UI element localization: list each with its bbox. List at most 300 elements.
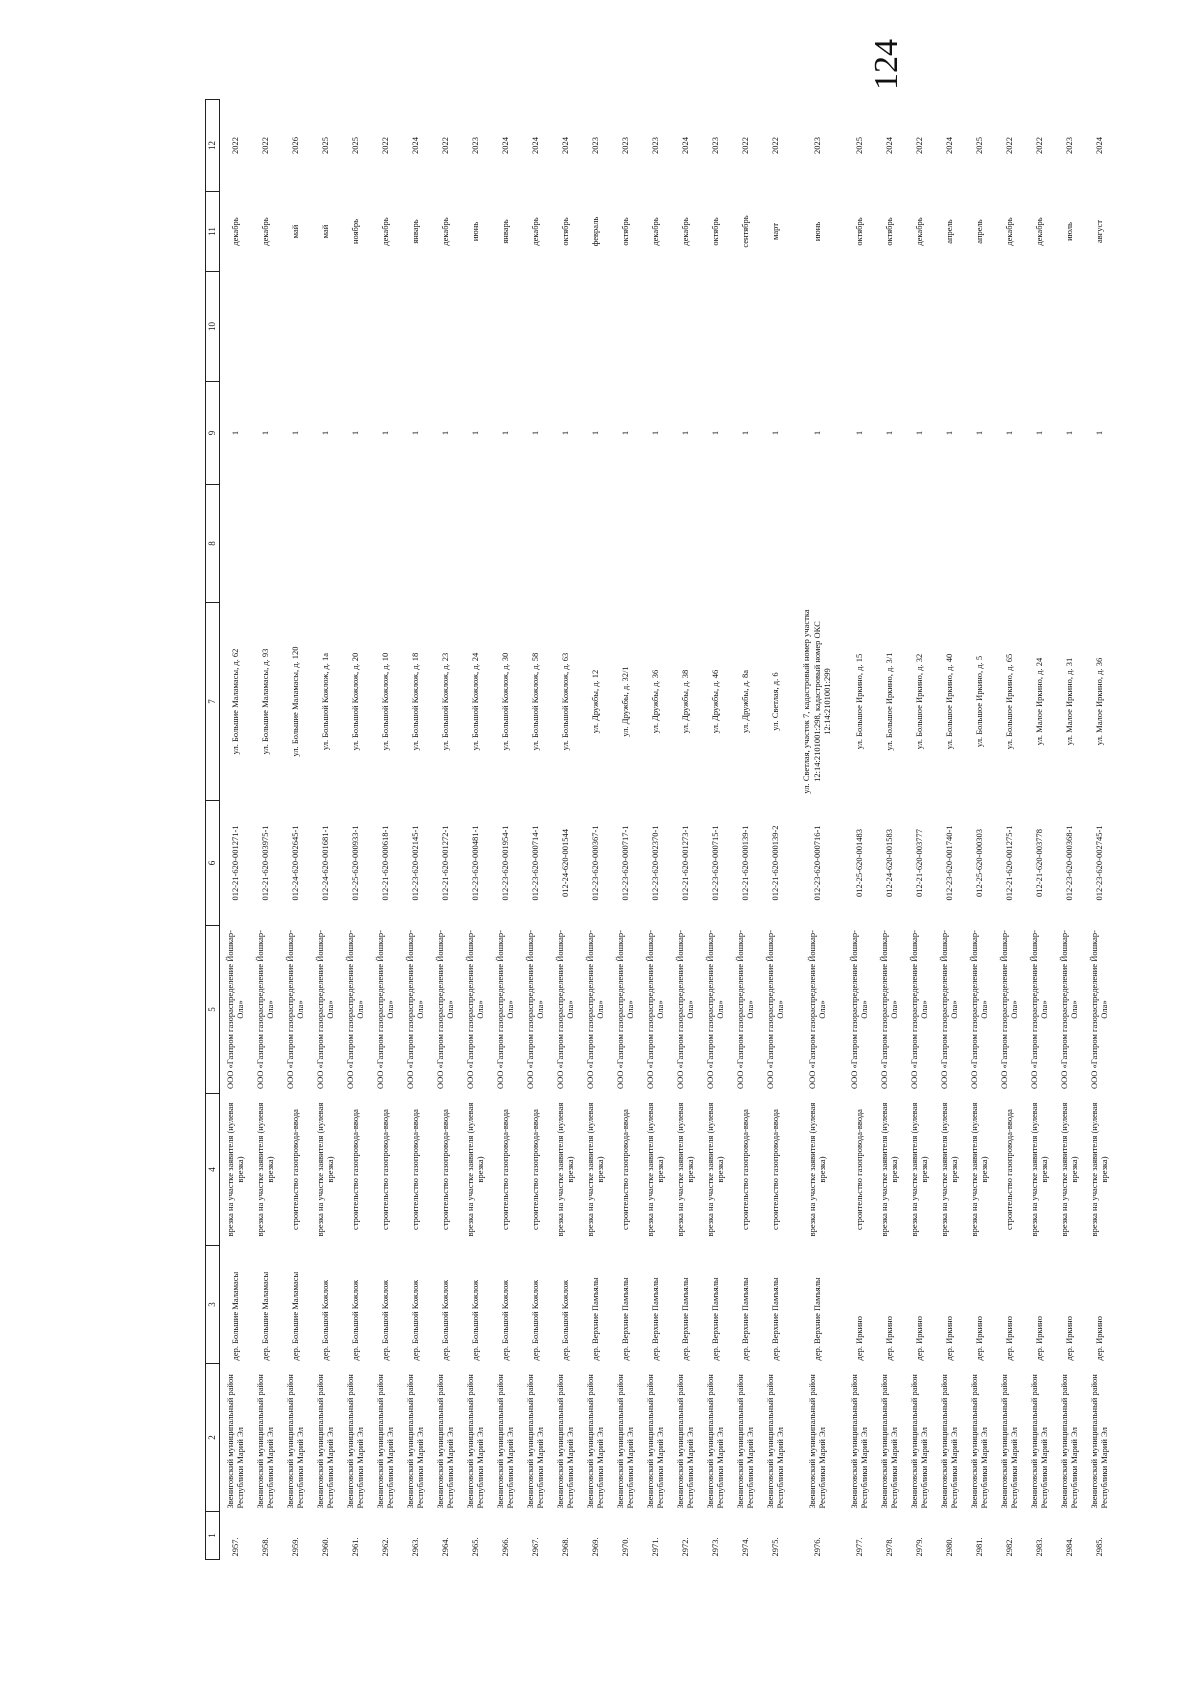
registration-number-cell: 012-21-620-001273-1	[679, 825, 690, 901]
locality-cell: дер. Иркино	[853, 1316, 864, 1361]
quantity-cell: 1	[409, 430, 420, 436]
registration-number-cell: 012-25-620-001483	[853, 829, 864, 897]
month-cell: декабрь	[439, 217, 450, 246]
registration-number-cell: 012-24-620-001583	[883, 829, 894, 897]
work-type-cell: врезка на участке заявителя (нулевая врезка)	[554, 1102, 575, 1237]
quantity-cell: 1	[943, 430, 954, 436]
col-10-cell	[1024, 272, 1054, 382]
organization-cell: ООО «Газпром газораспределение Йошкар-Ола»	[524, 930, 545, 1089]
month-cell: май	[289, 224, 300, 239]
district-cell: Звениговский муниципальный район Республики Марий Эл	[878, 1374, 899, 1509]
row-number: 2977.	[853, 1537, 864, 1557]
year-cell: 2024	[1093, 137, 1104, 154]
quantity-cell: 1	[1033, 430, 1044, 436]
month-cell: декабрь	[649, 217, 660, 246]
month-cell: декабрь	[229, 217, 240, 246]
district-cell: Звениговский муниципальный район Республики Марий Эл	[494, 1374, 515, 1509]
quantity-cell: 1	[469, 430, 480, 436]
organization-cell: ООО «Газпром газораспределение Йошкар-Ола»	[878, 930, 899, 1089]
table-row	[760, 100, 790, 1560]
work-type-cell: строительство газопровода-ввода	[439, 1109, 450, 1230]
registration-number-cell: 012-21-620-001275-1	[1003, 825, 1014, 901]
col-10-cell	[280, 272, 310, 382]
address-cell: ул. Большие Маламасы, д. 120	[289, 646, 300, 757]
year-cell: 2022	[739, 137, 750, 154]
address-cell: ул. Большой Кожлож, д. 23	[439, 652, 450, 751]
registration-number-cell: 012-23-620-000715-1	[709, 825, 720, 901]
registration-number-cell: 012-21-620-003778	[1033, 829, 1044, 897]
month-cell: май	[319, 224, 330, 239]
work-type-cell: врезка на участке заявителя (нулевая врезка)	[584, 1102, 605, 1237]
quantity-cell: 1	[349, 430, 360, 436]
address-cell: ул. Дружбы, д. 46	[709, 669, 720, 734]
col-8-cell	[700, 485, 730, 603]
locality-cell: дер. Верхние Памъялы	[589, 1277, 600, 1361]
row-number: 2968.	[559, 1537, 570, 1557]
col-8-cell	[790, 485, 844, 603]
col-10-cell	[1054, 272, 1084, 382]
row-number: 2969.	[589, 1537, 600, 1557]
address-cell: ул. Дружбы, д. 36	[649, 669, 660, 734]
locality-cell: дер. Большой Кожлож	[319, 1279, 330, 1361]
registration-number-cell: 012-23-620-001740-1	[943, 825, 954, 901]
table-row	[340, 100, 370, 1560]
work-type-cell: строительство газопровода-ввода	[739, 1109, 750, 1230]
year-cell: 2024	[943, 137, 954, 154]
organization-cell: ООО «Газпром газораспределение Йошкар-Ола»	[314, 930, 335, 1089]
col-10-cell	[310, 272, 340, 382]
col-10-cell	[550, 272, 580, 382]
address-cell: ул. Большое Иркино, д. 32	[913, 653, 924, 750]
address-cell: ул. Большое Иркино, д. 65	[1003, 653, 1014, 750]
locality-cell: дер. Иркино	[1003, 1316, 1014, 1361]
col-8-cell	[550, 485, 580, 603]
col-8-cell	[934, 485, 964, 603]
table-row	[640, 100, 670, 1560]
col-10-cell	[760, 272, 790, 382]
address-cell: ул. Большое Иркино, д. 3/1	[883, 652, 894, 751]
col-8-cell	[580, 485, 610, 603]
registration-number-cell: 012-23-620-002370-1	[649, 825, 660, 901]
registration-number-cell: 012-23-620-000714-1	[529, 825, 540, 901]
row-number: 2958.	[259, 1537, 270, 1557]
work-type-cell: строительство газопровода-ввода	[379, 1109, 390, 1230]
district-cell: Звениговский муниципальный район Республики Марий Эл	[1028, 1374, 1049, 1509]
table-row	[904, 100, 934, 1560]
organization-cell: ООО «Газпром газораспределение Йошкар-Ола»	[806, 930, 827, 1089]
organization-cell: ООО «Газпром газораспределение Йошкар-Ола»	[848, 930, 869, 1089]
organization-cell: ООО «Газпром газораспределение Йошкар-Ола»	[254, 930, 275, 1089]
year-cell: 2022	[1003, 137, 1014, 154]
quantity-cell: 1	[289, 430, 300, 436]
address-cell: ул. Большой Кожлож, д. 58	[529, 652, 540, 751]
registration-number-cell: 012-24-620-002645-1	[289, 825, 300, 901]
quantity-cell: 1	[379, 430, 390, 436]
table-body	[220, 100, 1115, 1560]
locality-cell: дер. Иркино	[943, 1316, 954, 1361]
month-cell: декабрь	[379, 217, 390, 246]
address-cell: ул. Малое Иркино, д. 36	[1093, 657, 1104, 746]
work-type-cell: строительство газопровода-ввода	[769, 1109, 780, 1230]
registration-number-cell: 012-21-620-001272-1	[439, 825, 450, 901]
month-cell: август	[1093, 220, 1104, 244]
month-cell: июнь	[811, 221, 822, 242]
col-10-cell	[730, 272, 760, 382]
work-type-cell: врезка на участке заявителя (нулевая врезка)	[968, 1102, 989, 1237]
quantity-cell: 1	[499, 430, 510, 436]
table-row	[610, 100, 640, 1560]
col-8-cell	[250, 485, 280, 603]
work-type-cell: врезка на участке заявителя (нулевая врезка)	[878, 1102, 899, 1237]
col-10-cell	[700, 272, 730, 382]
address-cell: ул. Большое Иркино, д. 5	[973, 655, 984, 748]
row-number: 2961.	[349, 1537, 360, 1557]
address-cell: ул. Светлая, участок 7, кадастровый номер участка 12:14:2101001:298, кадастровый номер ОКС 12:14:2101001:299	[801, 609, 833, 794]
table-row	[964, 100, 994, 1560]
year-cell: 2024	[679, 137, 690, 154]
registration-number-cell: 012-23-620-000367-1	[589, 825, 600, 901]
locality-cell: дер. Большой Кожлож	[499, 1279, 510, 1361]
district-cell: Звениговский муниципальный район Республики Марий Эл	[284, 1374, 305, 1509]
locality-cell: дер. Верхние Памъялы	[811, 1277, 822, 1361]
column-header-7: 7	[206, 603, 220, 801]
month-cell: апрель	[973, 219, 984, 244]
table-row	[844, 100, 874, 1560]
col-8-cell	[670, 485, 700, 603]
column-header-1: 1	[206, 1512, 220, 1560]
row-number: 2967.	[529, 1537, 540, 1557]
organization-cell: ООО «Газпром газораспределение Йошкар-Ола»	[224, 930, 245, 1089]
work-type-cell: врезка на участке заявителя (нулевая врезка)	[674, 1102, 695, 1237]
col-10-cell	[844, 272, 874, 382]
organization-cell: ООО «Газпром газораспределение Йошкар-Ола»	[1028, 930, 1049, 1089]
month-cell: июль	[1063, 222, 1074, 241]
row-number: 2976.	[811, 1537, 822, 1557]
work-type-cell: строительство газопровода-ввода	[289, 1109, 300, 1230]
quantity-cell: 1	[709, 430, 720, 436]
work-type-cell: врезка на участке заявителя (нулевая врезка)	[704, 1102, 725, 1237]
month-cell: октябрь	[619, 217, 630, 246]
organization-cell: ООО «Газпром газораспределение Йошкар-Ола»	[434, 930, 455, 1089]
locality-cell: дер. Верхние Памъялы	[709, 1277, 720, 1361]
col-8-cell	[874, 485, 904, 603]
locality-cell: дер. Большой Кожлож	[439, 1279, 450, 1361]
registration-number-cell: 012-23-620-000481-1	[469, 825, 480, 901]
organization-cell: ООО «Газпром газораспределение Йошкар-Ола»	[284, 930, 305, 1089]
district-cell: Звениговский муниципальный район Республики Марий Эл	[344, 1374, 365, 1509]
year-cell: 2026	[289, 137, 300, 154]
year-cell: 2022	[259, 137, 270, 154]
district-cell: Звениговский муниципальный район Республики Марий Эл	[224, 1374, 245, 1509]
address-cell: ул. Большое Иркино, д. 15	[853, 653, 864, 750]
table-row	[220, 100, 251, 1560]
quantity-cell: 1	[679, 430, 690, 436]
column-header-5: 5	[206, 926, 220, 1094]
table-row	[874, 100, 904, 1560]
month-cell: декабрь	[679, 217, 690, 246]
table-row	[400, 100, 430, 1560]
col-8-cell	[994, 485, 1024, 603]
address-cell: ул. Большой Кожлож, д. 18	[409, 652, 420, 751]
quantity-cell: 1	[559, 430, 570, 436]
quantity-cell: 1	[529, 430, 540, 436]
district-cell: Звениговский муниципальный район Республики Марий Эл	[704, 1374, 725, 1509]
year-cell: 2023	[1063, 137, 1074, 154]
district-cell: Звениговский муниципальный район Республики Марий Эл	[1088, 1374, 1109, 1509]
registration-number-cell: 012-23-620-000716-1	[811, 825, 822, 901]
district-cell: Звениговский муниципальный район Республики Марий Эл	[938, 1374, 959, 1509]
quantity-cell: 1	[619, 430, 630, 436]
col-10-cell	[460, 272, 490, 382]
col-10-cell	[250, 272, 280, 382]
row-number: 2982.	[1003, 1537, 1014, 1557]
quantity-cell: 1	[883, 430, 894, 436]
locality-cell: дер. Верхние Памъялы	[769, 1277, 780, 1361]
locality-cell: дер. Иркино	[1093, 1316, 1104, 1361]
registration-number-cell: 012-21-620-001271-1	[229, 825, 240, 901]
year-cell: 2024	[409, 137, 420, 154]
address-cell: ул. Малое Иркино, д. 31	[1063, 657, 1074, 746]
district-cell: Звениговский муниципальный район Республики Марий Эл	[806, 1374, 827, 1509]
row-number: 2983.	[1033, 1537, 1044, 1557]
col-8-cell	[730, 485, 760, 603]
registry-table	[205, 99, 1114, 1560]
organization-cell: ООО «Газпром газораспределение Йошкар-Ола»	[554, 930, 575, 1089]
district-cell: Звениговский муниципальный район Республики Марий Эл	[998, 1374, 1019, 1509]
row-number: 2970.	[619, 1537, 630, 1557]
address-cell: ул. Большой Кожлож, д. 1а	[319, 652, 330, 751]
registration-number-cell: 012-21-620-003975-1	[259, 825, 270, 901]
year-cell: 2025	[349, 137, 360, 154]
registration-number-cell: 012-21-620-003777	[913, 829, 924, 897]
work-type-cell: строительство газопровода-ввода	[529, 1109, 540, 1230]
year-cell: 2025	[853, 137, 864, 154]
column-header-4: 4	[206, 1094, 220, 1246]
organization-cell: ООО «Газпром газораспределение Йошкар-Ола»	[968, 930, 989, 1089]
month-cell: декабрь	[913, 217, 924, 246]
quantity-cell: 1	[913, 430, 924, 436]
col-10-cell	[520, 272, 550, 382]
month-cell: октябрь	[853, 217, 864, 246]
year-cell: 2025	[973, 137, 984, 154]
column-header-3: 3	[206, 1246, 220, 1364]
work-type-cell: врезка на участке заявителя (нулевая врезка)	[1028, 1102, 1049, 1237]
page-number: 124	[868, 39, 905, 90]
col-10-cell	[934, 272, 964, 382]
locality-cell: дер. Верхние Памъялы	[739, 1277, 750, 1361]
quantity-cell: 1	[1063, 430, 1074, 436]
month-cell: январь	[409, 219, 420, 244]
quantity-cell: 1	[739, 430, 750, 436]
month-cell: октябрь	[559, 217, 570, 246]
table-row	[280, 100, 310, 1560]
organization-cell: ООО «Газпром газораспределение Йошкар-Ола»	[584, 930, 605, 1089]
table-row	[1024, 100, 1054, 1560]
organization-cell: ООО «Газпром газораспределение Йошкар-Ола»	[908, 930, 929, 1089]
column-header-6: 6	[206, 801, 220, 926]
district-cell: Звениговский муниципальный район Республики Марий Эл	[848, 1374, 869, 1509]
registration-number-cell: 012-25-620-000303	[973, 829, 984, 897]
district-cell: Звениговский муниципальный район Республики Марий Эл	[434, 1374, 455, 1509]
year-cell: 2025	[319, 137, 330, 154]
row-number: 2966.	[499, 1537, 510, 1557]
district-cell: Звениговский муниципальный район Республики Марий Эл	[908, 1374, 929, 1509]
col-8-cell	[280, 485, 310, 603]
col-8-cell	[1024, 485, 1054, 603]
month-cell: март	[769, 223, 780, 240]
table-row	[934, 100, 964, 1560]
quantity-cell: 1	[259, 430, 270, 436]
year-cell: 2023	[649, 137, 660, 154]
organization-cell: ООО «Газпром газораспределение Йошкар-Ола»	[494, 930, 515, 1089]
quantity-cell: 1	[973, 430, 984, 436]
year-cell: 2023	[709, 137, 720, 154]
table-row	[460, 100, 490, 1560]
locality-cell: дер. Большой Кожлож	[529, 1279, 540, 1361]
district-cell: Звениговский муниципальный район Республики Марий Эл	[524, 1374, 545, 1509]
column-header-8: 8	[206, 485, 220, 603]
locality-cell: дер. Большие Маламасы	[289, 1271, 300, 1361]
address-cell: ул. Большой Кожлож, д. 20	[349, 652, 360, 751]
registration-number-cell: 012-24-620-001681-1	[319, 825, 330, 901]
table-row	[250, 100, 280, 1560]
locality-cell: дер. Большой Кожлож	[349, 1279, 360, 1361]
table-row	[520, 100, 550, 1560]
organization-cell: ООО «Газпром газораспределение Йошкар-Ола»	[374, 930, 395, 1089]
table-row	[430, 100, 460, 1560]
month-cell: апрель	[943, 219, 954, 244]
locality-cell: дер. Большие Маламасы	[259, 1271, 270, 1361]
locality-cell: дер. Большой Кожлож	[469, 1279, 480, 1361]
organization-cell: ООО «Газпром газораспределение Йошкар-Ола»	[764, 930, 785, 1089]
address-cell: ул. Большой Кожлож, д. 30	[499, 652, 510, 751]
address-cell: ул. Большое Иркино, д. 40	[943, 653, 954, 750]
work-type-cell: строительство газопровода-ввода	[409, 1109, 420, 1230]
registration-number-cell: 012-23-620-000368-1	[1063, 825, 1074, 901]
registration-number-cell: 012-21-620-000139-2	[769, 825, 780, 901]
col-10-cell	[430, 272, 460, 382]
registration-number-cell: 012-23-620-000717-1	[619, 825, 630, 901]
year-cell: 2023	[619, 137, 630, 154]
month-cell: декабрь	[1003, 217, 1014, 246]
locality-cell: дер. Верхние Памъялы	[679, 1277, 690, 1361]
year-cell: 2022	[913, 137, 924, 154]
organization-cell: ООО «Газпром газораспределение Йошкар-Ола»	[404, 930, 425, 1089]
year-cell: 2022	[229, 137, 240, 154]
address-cell: ул. Дружбы, д. 32/1	[619, 666, 630, 737]
address-cell: ул. Дружбы, д. 12	[589, 669, 600, 734]
table-row	[1084, 100, 1114, 1560]
col-8-cell	[400, 485, 430, 603]
quantity-cell: 1	[319, 430, 330, 436]
work-type-cell: врезка на участке заявителя (нулевая врезка)	[464, 1102, 485, 1237]
row-number: 2960.	[319, 1537, 330, 1557]
col-8-cell	[904, 485, 934, 603]
locality-cell: дер. Иркино	[1033, 1316, 1044, 1361]
year-cell: 2024	[499, 137, 510, 154]
table-row	[370, 100, 400, 1560]
organization-cell: ООО «Газпром газораспределение Йошкар-Ола»	[1088, 930, 1109, 1089]
quantity-cell: 1	[649, 430, 660, 436]
quantity-cell: 1	[769, 430, 780, 436]
address-cell: ул. Большие Маламасы, д. 93	[259, 648, 270, 755]
work-type-cell: строительство газопровода-ввода	[619, 1109, 630, 1230]
locality-cell: дер. Большой Кожлож	[409, 1279, 420, 1361]
organization-cell: ООО «Газпром газораспределение Йошкар-Ола»	[614, 930, 635, 1089]
locality-cell: дер. Иркино	[913, 1316, 924, 1361]
row-number: 2964.	[439, 1537, 450, 1557]
row-number: 2962.	[379, 1537, 390, 1557]
organization-cell: ООО «Газпром газораспределение Йошкар-Ола»	[464, 930, 485, 1089]
row-number: 2974.	[739, 1537, 750, 1557]
district-cell: Звениговский муниципальный район Республики Марий Эл	[734, 1374, 755, 1509]
quantity-cell: 1	[229, 430, 240, 436]
col-8-cell	[220, 485, 251, 603]
address-cell: ул. Малое Иркино, д. 24	[1033, 657, 1044, 746]
col-8-cell	[640, 485, 670, 603]
year-cell: 2023	[589, 137, 600, 154]
col-8-cell	[370, 485, 400, 603]
registration-number-cell: 012-23-620-001954-1	[499, 825, 510, 901]
table-row	[490, 100, 520, 1560]
table-row	[730, 100, 760, 1560]
rotated-table-wrapper	[205, 100, 1120, 1560]
table-row	[580, 100, 610, 1560]
col-10-cell	[220, 272, 251, 382]
year-cell: 2022	[439, 137, 450, 154]
registration-number-cell: 012-24-620-001544	[559, 829, 570, 897]
row-number: 2981.	[973, 1537, 984, 1557]
year-cell: 2022	[379, 137, 390, 154]
registration-number-cell: 012-23-620-002145-1	[409, 825, 420, 901]
column-header-11: 11	[206, 192, 220, 272]
row-number: 2972.	[679, 1537, 690, 1557]
year-cell: 2023	[811, 137, 822, 154]
month-cell: сентябрь	[739, 215, 750, 248]
col-8-cell	[430, 485, 460, 603]
col-10-cell	[640, 272, 670, 382]
address-cell: ул. Большой Кожлож, д. 24	[469, 652, 480, 751]
year-cell: 2024	[529, 137, 540, 154]
district-cell: Звениговский муниципальный район Республики Марий Эл	[584, 1374, 605, 1509]
quantity-cell: 1	[853, 430, 864, 436]
col-8-cell	[460, 485, 490, 603]
row-number: 2957.	[229, 1537, 240, 1557]
table-row	[670, 100, 700, 1560]
row-number: 2963.	[409, 1537, 420, 1557]
organization-cell: ООО «Газпром газораспределение Йошкар-Ола»	[704, 930, 725, 1089]
row-number: 2973.	[709, 1537, 720, 1557]
month-cell: декабрь	[529, 217, 540, 246]
col-10-cell	[994, 272, 1024, 382]
table-header-row	[206, 100, 220, 1560]
locality-cell: дер. Иркино	[883, 1316, 894, 1361]
quantity-cell: 1	[589, 430, 600, 436]
work-type-cell: врезка на участке заявителя (нулевая врезка)	[254, 1102, 275, 1237]
month-cell: октябрь	[883, 217, 894, 246]
month-cell: ноябрь	[349, 219, 360, 244]
col-10-cell	[370, 272, 400, 382]
col-10-cell	[904, 272, 934, 382]
year-cell: 2022	[1033, 137, 1044, 154]
table-row	[550, 100, 580, 1560]
quantity-cell: 1	[1003, 430, 1014, 436]
month-cell: июнь	[469, 221, 480, 242]
col-10-cell	[580, 272, 610, 382]
col-8-cell	[760, 485, 790, 603]
month-cell: декабрь	[1033, 217, 1044, 246]
organization-cell: ООО «Газпром газораспределение Йошкар-Ола»	[998, 930, 1019, 1089]
